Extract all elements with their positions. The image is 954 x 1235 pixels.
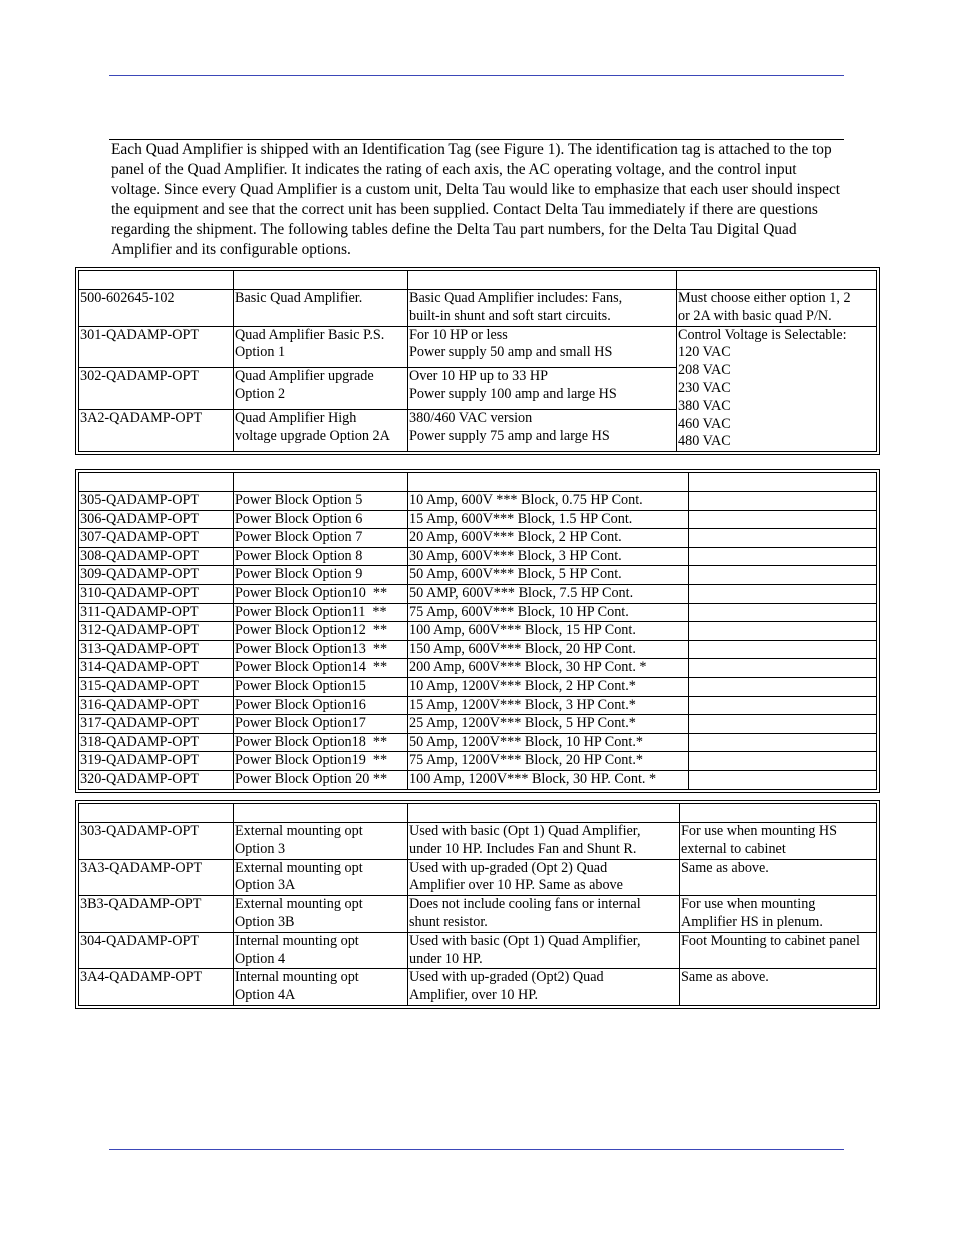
option-description: 200 Amp, 600V*** Block, 30 HP Cont. * [408,659,689,678]
option-note: Must choose either option 1, 2 or 2A with basic quad P/N. [677,290,877,327]
part-number: 307-QADAMP-OPT [79,529,234,548]
table-row [79,733,877,752]
table-row [79,823,877,860]
empty-cell [689,547,877,566]
empty-cell [689,566,877,585]
option-name: Power Block Option12 ** [234,622,408,641]
table-row [79,547,877,566]
option-description: 10 Amp, 600V *** Block, 0.75 HP Cont. [408,492,689,511]
option-name: External mounting opt Option 3B [234,896,408,933]
empty-cell [689,492,877,511]
part-number: 3A4-QADAMP-OPT [79,969,234,1006]
table-row [79,896,877,933]
table-row [79,529,877,548]
header-cell [234,271,408,290]
empty-cell [689,696,877,715]
table-row [79,677,877,696]
header-cell [79,271,234,290]
empty-cell [689,752,877,771]
empty-cell [689,770,877,789]
option-name: External mounting opt Option 3 [234,823,408,860]
option-name: Power Block Option17 [234,715,408,734]
header-cell [79,473,234,492]
part-number: 304-QADAMP-OPT [79,932,234,969]
option-description: 100 Amp, 600V*** Block, 15 HP Cont. [408,622,689,641]
option-description: 100 Amp, 1200V*** Block, 30 HP. Cont. * [408,770,689,789]
table-row [79,290,877,327]
footer-rule [109,1149,844,1150]
table-row [79,622,877,641]
part-number: 500-602645-102 [79,290,234,327]
option-description: 150 Amp, 600V*** Block, 20 HP Cont. [408,640,689,659]
option-name: Internal mounting opt Option 4 [234,932,408,969]
option-name: Power Block Option10 ** [234,584,408,603]
part-number: 305-QADAMP-OPT [79,492,234,511]
option-description: Does not include cooling fans or internal shunt resistor. [408,896,680,933]
option-name: Power Block Option13 ** [234,640,408,659]
table-row [79,566,877,585]
option-name: Power Block Option 9 [234,566,408,585]
table-row [79,640,877,659]
option-name: Quad Amplifier Basic P.S. Option 1 [234,326,408,368]
empty-cell [689,529,877,548]
option-name: Quad Amplifier High voltage upgrade Option 2A [234,410,408,452]
table-row [79,752,877,771]
option-name: Basic Quad Amplifier. [234,290,408,327]
option-name: Power Block Option 20 ** [234,770,408,789]
part-number: 318-QADAMP-OPT [79,733,234,752]
option-note: Same as above. [680,969,877,1006]
header-cell [689,473,877,492]
option-name: Power Block Option18 ** [234,733,408,752]
part-number: 310-QADAMP-OPT [79,584,234,603]
option-name: Power Block Option14 ** [234,659,408,678]
header-cell [408,473,689,492]
option-name: Power Block Option 8 [234,547,408,566]
table-row [79,715,877,734]
option-description: Over 10 HP up to 33 HP Power supply 100 amp and large HS [408,368,677,410]
option-note: For use when mounting Amplifier HS in plenum. [680,896,877,933]
header-cell [408,804,680,823]
mounting-options-table [75,800,880,1009]
table-header-row [79,271,877,290]
part-number: 316-QADAMP-OPT [79,696,234,715]
option-name: Power Block Option19 ** [234,752,408,771]
option-description: Used with basic (Opt 1) Quad Amplifier, under 10 HP. Includes Fan and Shunt R. [408,823,680,860]
option-description: Basic Quad Amplifier includes: Fans, built-in shunt and soft start circuits. [408,290,677,327]
empty-cell [689,510,877,529]
table-row [79,492,877,511]
option-name: External mounting opt Option 3A [234,859,408,896]
empty-cell [689,715,877,734]
table-row [79,659,877,678]
option-name: Power Block Option 7 [234,529,408,548]
option-description: 15 Amp, 1200V*** Block, 3 HP Cont.* [408,696,689,715]
empty-cell [689,677,877,696]
table-row [79,969,877,1006]
part-number: 302-QADAMP-OPT [79,368,234,410]
part-number: 3B3-QADAMP-OPT [79,896,234,933]
part-number: 312-QADAMP-OPT [79,622,234,641]
option-name: Power Block Option 6 [234,510,408,529]
part-number: 317-QADAMP-OPT [79,715,234,734]
option-note: Foot Mounting to cabinet panel [680,932,877,969]
part-number: 315-QADAMP-OPT [79,677,234,696]
option-description: 75 Amp, 1200V*** Block, 20 HP Cont.* [408,752,689,771]
empty-cell [689,603,877,622]
table-row [79,770,877,789]
option-description: For 10 HP or less Power supply 50 amp and small HS [408,326,677,368]
option-description: 20 Amp, 600V*** Block, 2 HP Cont. [408,529,689,548]
option-note: Same as above. [680,859,877,896]
option-description: 50 AMP, 600V*** Block, 7.5 HP Cont. [408,584,689,603]
part-number: 313-QADAMP-OPT [79,640,234,659]
table-row [79,510,877,529]
option-description: Used with basic (Opt 1) Quad Amplifier, under 10 HP. [408,932,680,969]
header-cell [408,271,677,290]
part-number: 320-QADAMP-OPT [79,770,234,789]
table-row [79,603,877,622]
empty-cell [689,659,877,678]
option-name: Quad Amplifier upgrade Option 2 [234,368,408,410]
header-cell [677,271,877,290]
table-row [79,932,877,969]
part-number: 311-QADAMP-OPT [79,603,234,622]
table-row [79,584,877,603]
part-number: 308-QADAMP-OPT [79,547,234,566]
table-header-row [79,473,877,492]
option-description: 75 Amp, 600V*** Block, 10 HP Cont. [408,603,689,622]
option-description: 25 Amp, 1200V*** Block, 5 HP Cont.* [408,715,689,734]
option-description: 50 Amp, 600V*** Block, 5 HP Cont. [408,566,689,585]
option-description: 30 Amp, 600V*** Block, 3 HP Cont. [408,547,689,566]
empty-cell [689,640,877,659]
option-name: Power Block Option15 [234,677,408,696]
option-description: 50 Amp, 1200V*** Block, 10 HP Cont.* [408,733,689,752]
option-description: 15 Amp, 600V*** Block, 1.5 HP Cont. [408,510,689,529]
intro-paragraph: Each Quad Amplifier is shipped with an Identification Tag (see Figure 1). The identification tag is attached to the top panel of the Quad Amplifier. It indicates the rating of each axis, the AC operating voltage, and the control input voltage. Since every Quad Amplifier is a custom unit, Delta Tau would like to emphasize that each user should inspect the equipment and see that the correct unit has been supplied. Contact Delta Tau immediately if there are questions regarding the shipment. The following tables define the Delta Tau part numbers, for the Delta Tau Digital Quad Amplifier and its configurable options. [111,141,841,258]
part-number: 3A3-QADAMP-OPT [79,859,234,896]
table-row [79,696,877,715]
part-number: 301-QADAMP-OPT [79,326,234,368]
option-description: 380/460 VAC version Power supply 75 amp and large HS [408,410,677,452]
table-row [79,859,877,896]
part-number: 319-QADAMP-OPT [79,752,234,771]
header-rule [109,75,844,76]
table-row [79,326,877,368]
part-number: 309-QADAMP-OPT [79,566,234,585]
control-voltage-note: Control Voltage is Selectable: 120 VAC 208 VAC 230 VAC 380 VAC 460 VAC 480 VAC [677,326,877,452]
header-cell [79,804,234,823]
option-description: Used with up-graded (Opt2) Quad Amplifier, over 10 HP. [408,969,680,1006]
option-description: Used with up-graded (Opt 2) Quad Amplifier over 10 HP. Same as above [408,859,680,896]
part-number: 306-QADAMP-OPT [79,510,234,529]
empty-cell [689,733,877,752]
option-note: For use when mounting HS external to cabinet [680,823,877,860]
empty-cell [689,584,877,603]
power-block-table [75,469,880,793]
part-number: 303-QADAMP-OPT [79,823,234,860]
option-name: Power Block Option11 ** [234,603,408,622]
option-description: 10 Amp, 1200V*** Block, 2 HP Cont.* [408,677,689,696]
option-name: Power Block Option16 [234,696,408,715]
header-cell [234,473,408,492]
part-number: 3A2-QADAMP-OPT [79,410,234,452]
header-cell [680,804,877,823]
basic-options-table [75,267,880,455]
part-number: 314-QADAMP-OPT [79,659,234,678]
option-name: Internal mounting opt Option 4A [234,969,408,1006]
header-cell [234,804,408,823]
empty-cell [689,622,877,641]
table-header-row [79,804,877,823]
option-name: Power Block Option 5 [234,492,408,511]
